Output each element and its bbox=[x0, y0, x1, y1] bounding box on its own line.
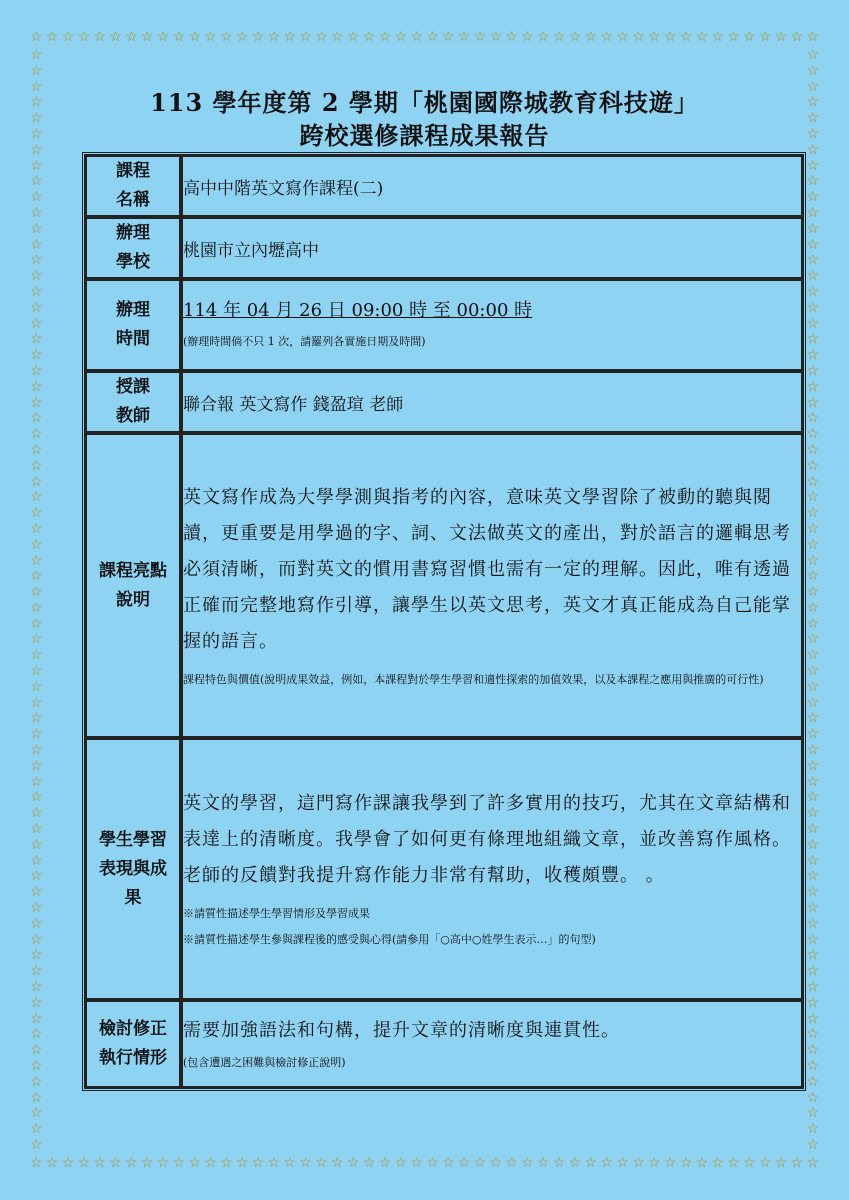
star-icon: ☆ bbox=[552, 1155, 566, 1171]
star-icon: ☆ bbox=[30, 78, 43, 95]
star-icon: ☆ bbox=[30, 299, 43, 316]
row-school bbox=[85, 217, 803, 279]
review-text: 需要加強語法和句構，提升文章的清晰度與連貫性。 bbox=[183, 1020, 620, 1041]
star-icon: ☆ bbox=[30, 268, 43, 285]
star-icon: ☆ bbox=[30, 47, 43, 63]
star-icon: ☆ bbox=[188, 29, 201, 45]
star-icon: ☆ bbox=[30, 773, 43, 790]
star-border-right bbox=[806, 48, 819, 1152]
star-icon: ☆ bbox=[806, 805, 819, 822]
star-icon: ☆ bbox=[30, 694, 43, 711]
star-icon: ☆ bbox=[410, 1155, 423, 1171]
star-icon: ☆ bbox=[346, 1155, 360, 1171]
star-icon: ☆ bbox=[806, 931, 819, 948]
star-icon: ☆ bbox=[30, 963, 43, 980]
star-icon: ☆ bbox=[140, 29, 154, 45]
star-icon: ☆ bbox=[806, 299, 819, 316]
student-text: 英文的學習，這門寫作課讓我學到了許多實用的技巧，尤其在文章結構和表達上的清晰度。我學會了如何更有條理地組織文章，並改善寫作風格。老師的反饋對我提升寫作能力非常有幫助，收穫頗豐。 。 bbox=[183, 793, 791, 886]
star-icon: ☆ bbox=[806, 852, 819, 869]
star-icon: ☆ bbox=[806, 631, 819, 648]
star-icon: ☆ bbox=[806, 394, 819, 411]
star-icon: ☆ bbox=[806, 331, 819, 348]
star-icon: ☆ bbox=[806, 110, 819, 127]
star-icon: ☆ bbox=[806, 994, 819, 1011]
star-icon: ☆ bbox=[806, 678, 819, 695]
star-icon: ☆ bbox=[283, 29, 297, 45]
star-icon: ☆ bbox=[30, 947, 43, 964]
star-icon: ☆ bbox=[806, 1155, 819, 1171]
star-icon: ☆ bbox=[806, 125, 819, 142]
star-icon: ☆ bbox=[806, 1121, 819, 1138]
star-icon: ☆ bbox=[521, 1155, 534, 1171]
star-icon: ☆ bbox=[30, 520, 43, 537]
label-highlight-b: 說明 bbox=[116, 589, 150, 610]
row-highlight bbox=[85, 433, 803, 738]
star-icon: ☆ bbox=[806, 315, 819, 332]
star-icon: ☆ bbox=[30, 615, 43, 632]
star-icon: ☆ bbox=[30, 663, 43, 680]
star-icon: ☆ bbox=[30, 236, 43, 253]
label-highlight-a: 課程亮點 bbox=[99, 560, 167, 581]
label-time-a: 辦理 bbox=[116, 300, 150, 320]
school-text: 桃園市立內壢高中 bbox=[183, 240, 319, 261]
star-icon: ☆ bbox=[30, 457, 43, 474]
star-icon: ☆ bbox=[30, 884, 43, 901]
star-icon: ☆ bbox=[806, 410, 819, 427]
star-icon: ☆ bbox=[774, 1155, 788, 1171]
star-icon: ☆ bbox=[109, 29, 122, 45]
star-icon: ☆ bbox=[584, 29, 598, 45]
highlight-note: 課程特色與價值(說明成果效益，例如，本課程對於學生學習和適性探索的加值效果，以及本課程之應用與推廣的可行性) bbox=[183, 672, 764, 686]
label-review bbox=[85, 1000, 181, 1088]
star-icon: ☆ bbox=[30, 220, 43, 237]
star-icon: ☆ bbox=[806, 520, 819, 537]
time-note: (辦理時間倘不只 1 次，請羅列各實施日期及時間) bbox=[183, 335, 426, 348]
star-icon: ☆ bbox=[489, 1155, 503, 1171]
star-icon: ☆ bbox=[695, 1155, 708, 1171]
label-teacher bbox=[85, 371, 181, 433]
star-icon: ☆ bbox=[806, 47, 819, 63]
star-icon: ☆ bbox=[30, 1058, 43, 1074]
star-icon: ☆ bbox=[806, 268, 819, 285]
star-icon: ☆ bbox=[663, 29, 677, 45]
star-icon: ☆ bbox=[806, 29, 819, 45]
star-icon: ☆ bbox=[742, 1155, 756, 1171]
star-icon: ☆ bbox=[806, 710, 819, 727]
label-time bbox=[85, 279, 181, 371]
star-icon: ☆ bbox=[77, 29, 91, 45]
title-line-1: 113 學年度第 2 學期「桃園國際城教育科技遊」 bbox=[150, 88, 699, 117]
star-icon: ☆ bbox=[806, 94, 819, 111]
star-icon: ☆ bbox=[30, 568, 43, 585]
star-icon: ☆ bbox=[806, 599, 819, 616]
star-icon: ☆ bbox=[30, 505, 43, 522]
report-table bbox=[82, 152, 806, 1091]
star-icon: ☆ bbox=[647, 29, 661, 45]
row-teacher bbox=[85, 371, 803, 433]
star-icon: ☆ bbox=[331, 1155, 344, 1171]
star-icon: ☆ bbox=[331, 29, 344, 45]
star-icon: ☆ bbox=[30, 1121, 43, 1138]
star-icon: ☆ bbox=[806, 773, 819, 790]
star-icon: ☆ bbox=[93, 29, 106, 45]
star-icon: ☆ bbox=[806, 584, 819, 601]
label-student bbox=[85, 738, 181, 1000]
star-icon: ☆ bbox=[806, 157, 819, 174]
teacher-text: 聯合報 英文寫作 錢盈瑄 老師 bbox=[183, 394, 404, 415]
star-icon: ☆ bbox=[188, 1155, 201, 1171]
label-teacher-a: 授課 bbox=[116, 377, 150, 397]
star-icon: ☆ bbox=[394, 29, 407, 45]
star-icon: ☆ bbox=[346, 29, 360, 45]
star-icon: ☆ bbox=[616, 1155, 629, 1171]
star-icon: ☆ bbox=[30, 868, 43, 885]
star-icon: ☆ bbox=[30, 536, 43, 553]
label-course-name-a: 課程 bbox=[116, 161, 150, 181]
star-icon: ☆ bbox=[806, 204, 819, 221]
star-icon: ☆ bbox=[505, 1155, 518, 1171]
star-icon: ☆ bbox=[315, 1155, 328, 1171]
star-icon: ☆ bbox=[30, 347, 43, 364]
star-icon: ☆ bbox=[283, 1155, 297, 1171]
star-icon: ☆ bbox=[806, 915, 819, 932]
star-icon: ☆ bbox=[30, 742, 43, 759]
star-icon: ☆ bbox=[663, 1155, 677, 1171]
star-icon: ☆ bbox=[30, 125, 43, 142]
star-border-bottom bbox=[30, 1156, 819, 1170]
star-icon: ☆ bbox=[109, 1155, 122, 1171]
star-icon: ☆ bbox=[93, 1155, 106, 1171]
star-icon: ☆ bbox=[679, 1155, 693, 1171]
star-border-left bbox=[30, 48, 43, 1152]
star-icon: ☆ bbox=[457, 1155, 471, 1171]
star-icon: ☆ bbox=[30, 710, 43, 727]
star-icon: ☆ bbox=[806, 979, 819, 996]
star-icon: ☆ bbox=[806, 647, 819, 664]
star-icon: ☆ bbox=[394, 1155, 407, 1171]
star-icon: ☆ bbox=[30, 362, 43, 379]
star-icon: ☆ bbox=[30, 94, 43, 111]
star-icon: ☆ bbox=[204, 29, 217, 45]
star-icon: ☆ bbox=[806, 536, 819, 553]
label-review-b: 執行情形 bbox=[99, 1048, 167, 1068]
label-school bbox=[85, 217, 181, 279]
star-icon: ☆ bbox=[537, 29, 550, 45]
student-note-2: ※請質性描述學生參與課程後的感受與心得(請參用「○高中○姓學生表示…」的句型) bbox=[183, 933, 596, 946]
star-icon: ☆ bbox=[220, 29, 233, 45]
star-icon: ☆ bbox=[616, 29, 629, 45]
star-icon: ☆ bbox=[30, 852, 43, 869]
star-icon: ☆ bbox=[426, 1155, 439, 1171]
star-icon: ☆ bbox=[30, 252, 43, 269]
star-icon: ☆ bbox=[806, 441, 819, 458]
star-icon: ☆ bbox=[30, 836, 43, 853]
star-icon: ☆ bbox=[30, 473, 43, 490]
star-icon: ☆ bbox=[30, 378, 43, 395]
star-icon: ☆ bbox=[30, 726, 43, 743]
star-icon: ☆ bbox=[790, 29, 804, 45]
star-icon: ☆ bbox=[30, 173, 43, 190]
star-icon: ☆ bbox=[61, 1155, 75, 1171]
row-time bbox=[85, 279, 803, 371]
title-line-2: 跨校選修課程成果報告 bbox=[299, 121, 550, 150]
star-icon: ☆ bbox=[806, 836, 819, 853]
star-icon: ☆ bbox=[30, 394, 43, 411]
label-time-b: 時間 bbox=[116, 329, 150, 349]
star-icon: ☆ bbox=[758, 29, 772, 45]
star-icon: ☆ bbox=[457, 29, 471, 45]
star-icon: ☆ bbox=[267, 29, 281, 45]
star-icon: ☆ bbox=[30, 931, 43, 948]
star-icon: ☆ bbox=[441, 29, 455, 45]
star-icon: ☆ bbox=[30, 979, 43, 996]
star-icon: ☆ bbox=[267, 1155, 281, 1171]
star-icon: ☆ bbox=[806, 1073, 819, 1090]
star-icon: ☆ bbox=[806, 757, 819, 774]
star-icon: ☆ bbox=[30, 157, 43, 174]
star-icon: ☆ bbox=[30, 489, 43, 506]
star-icon: ☆ bbox=[806, 884, 819, 901]
star-icon: ☆ bbox=[758, 1155, 772, 1171]
star-icon: ☆ bbox=[568, 29, 582, 45]
star-icon: ☆ bbox=[505, 29, 518, 45]
report-title bbox=[0, 86, 849, 152]
value-time bbox=[181, 279, 803, 371]
star-icon: ☆ bbox=[156, 29, 170, 45]
star-icon: ☆ bbox=[362, 29, 376, 45]
label-school-a: 辦理 bbox=[116, 223, 150, 243]
star-icon: ☆ bbox=[711, 1155, 724, 1171]
star-icon: ☆ bbox=[806, 489, 819, 506]
star-icon: ☆ bbox=[30, 204, 43, 221]
star-icon: ☆ bbox=[806, 726, 819, 743]
star-icon: ☆ bbox=[473, 29, 487, 45]
star-icon: ☆ bbox=[30, 441, 43, 458]
star-icon: ☆ bbox=[806, 1042, 819, 1059]
star-icon: ☆ bbox=[806, 173, 819, 190]
star-icon: ☆ bbox=[30, 1026, 43, 1043]
star-icon: ☆ bbox=[552, 29, 566, 45]
star-icon: ☆ bbox=[30, 805, 43, 822]
star-border-top bbox=[30, 30, 819, 44]
star-icon: ☆ bbox=[30, 994, 43, 1011]
star-icon: ☆ bbox=[806, 615, 819, 632]
star-icon: ☆ bbox=[30, 915, 43, 932]
label-school-b: 學校 bbox=[116, 252, 150, 272]
star-icon: ☆ bbox=[220, 1155, 233, 1171]
star-icon: ☆ bbox=[600, 29, 613, 45]
star-icon: ☆ bbox=[45, 1155, 59, 1171]
star-icon: ☆ bbox=[30, 552, 43, 569]
star-icon: ☆ bbox=[299, 29, 312, 45]
star-icon: ☆ bbox=[299, 1155, 312, 1171]
star-icon: ☆ bbox=[30, 1073, 43, 1090]
star-icon: ☆ bbox=[315, 29, 328, 45]
star-icon: ☆ bbox=[251, 29, 265, 45]
star-icon: ☆ bbox=[30, 1105, 43, 1122]
star-icon: ☆ bbox=[489, 29, 503, 45]
star-icon: ☆ bbox=[61, 29, 75, 45]
row-student bbox=[85, 738, 803, 1000]
star-icon: ☆ bbox=[806, 694, 819, 711]
label-student-b: 表現與成 bbox=[99, 858, 167, 879]
star-icon: ☆ bbox=[235, 29, 249, 45]
star-icon: ☆ bbox=[30, 1155, 43, 1171]
star-icon: ☆ bbox=[156, 1155, 170, 1171]
label-student-a: 學生學習 bbox=[99, 829, 167, 850]
star-icon: ☆ bbox=[30, 110, 43, 127]
star-icon: ☆ bbox=[172, 1155, 186, 1171]
star-icon: ☆ bbox=[806, 252, 819, 269]
star-icon: ☆ bbox=[806, 1136, 819, 1153]
star-icon: ☆ bbox=[806, 1010, 819, 1027]
star-icon: ☆ bbox=[30, 315, 43, 332]
star-icon: ☆ bbox=[806, 821, 819, 838]
star-icon: ☆ bbox=[537, 1155, 550, 1171]
star-icon: ☆ bbox=[521, 29, 534, 45]
star-icon: ☆ bbox=[30, 331, 43, 348]
star-icon: ☆ bbox=[806, 663, 819, 680]
label-review-a: 檢討修正 bbox=[99, 1019, 167, 1039]
star-icon: ☆ bbox=[806, 78, 819, 95]
star-icon: ☆ bbox=[806, 963, 819, 980]
star-icon: ☆ bbox=[30, 757, 43, 774]
star-icon: ☆ bbox=[30, 599, 43, 616]
star-icon: ☆ bbox=[806, 868, 819, 885]
star-icon: ☆ bbox=[30, 821, 43, 838]
course-name-text: 高中中階英文寫作課程(二) bbox=[183, 178, 384, 199]
star-icon: ☆ bbox=[30, 789, 43, 806]
star-icon: ☆ bbox=[125, 1155, 138, 1171]
label-course-name-b: 名稱 bbox=[116, 190, 150, 210]
star-icon: ☆ bbox=[806, 62, 819, 79]
star-icon: ☆ bbox=[30, 900, 43, 917]
star-icon: ☆ bbox=[30, 1010, 43, 1027]
row-review bbox=[85, 1000, 803, 1088]
star-icon: ☆ bbox=[727, 1155, 740, 1171]
star-icon: ☆ bbox=[711, 29, 724, 45]
star-icon: ☆ bbox=[125, 29, 138, 45]
star-icon: ☆ bbox=[45, 29, 59, 45]
star-icon: ☆ bbox=[30, 62, 43, 79]
highlight-text: 英文寫作成為大學學測與指考的內容，意味英文學習除了被動的聽與閱讀，更重要是用學過的字、詞、文法做英文的產出，對於語言的邏輯思考必須清晰，而對英文的慣用書寫習慣也需有一定的理解。因此，唯有透過正確而完整地寫作引導，讓學生以英文思考，英文才真正能成為自己能掌握的語言。 bbox=[183, 486, 791, 652]
star-icon: ☆ bbox=[568, 1155, 582, 1171]
star-icon: ☆ bbox=[806, 789, 819, 806]
star-icon: ☆ bbox=[806, 283, 819, 300]
star-icon: ☆ bbox=[727, 29, 740, 45]
label-course-name bbox=[85, 155, 181, 217]
star-icon: ☆ bbox=[30, 1042, 43, 1059]
value-review bbox=[181, 1000, 803, 1088]
value-teacher bbox=[181, 371, 803, 433]
row-course-name bbox=[85, 155, 803, 217]
star-icon: ☆ bbox=[806, 473, 819, 490]
star-icon: ☆ bbox=[77, 1155, 91, 1171]
value-course-name bbox=[181, 155, 803, 217]
label-highlight bbox=[85, 433, 181, 738]
star-icon: ☆ bbox=[806, 742, 819, 759]
star-icon: ☆ bbox=[30, 584, 43, 601]
star-icon: ☆ bbox=[378, 29, 392, 45]
star-icon: ☆ bbox=[632, 29, 645, 45]
student-note-1: ※請質性描述學生學習情形及學習成果 bbox=[183, 907, 370, 920]
star-icon: ☆ bbox=[30, 283, 43, 300]
star-icon: ☆ bbox=[172, 29, 186, 45]
star-icon: ☆ bbox=[806, 141, 819, 158]
star-icon: ☆ bbox=[30, 29, 43, 45]
star-icon: ☆ bbox=[806, 426, 819, 443]
star-icon: ☆ bbox=[790, 1155, 804, 1171]
star-icon: ☆ bbox=[695, 29, 708, 45]
star-icon: ☆ bbox=[806, 568, 819, 585]
star-icon: ☆ bbox=[806, 900, 819, 917]
star-icon: ☆ bbox=[441, 1155, 455, 1171]
star-icon: ☆ bbox=[204, 1155, 217, 1171]
star-icon: ☆ bbox=[806, 457, 819, 474]
star-icon: ☆ bbox=[140, 1155, 154, 1171]
star-icon: ☆ bbox=[362, 1155, 376, 1171]
star-icon: ☆ bbox=[30, 678, 43, 695]
star-icon: ☆ bbox=[647, 1155, 661, 1171]
star-icon: ☆ bbox=[251, 1155, 265, 1171]
star-icon: ☆ bbox=[410, 29, 423, 45]
star-icon: ☆ bbox=[806, 1105, 819, 1122]
star-icon: ☆ bbox=[426, 29, 439, 45]
star-icon: ☆ bbox=[30, 426, 43, 443]
star-icon: ☆ bbox=[806, 378, 819, 395]
star-icon: ☆ bbox=[30, 1136, 43, 1153]
star-icon: ☆ bbox=[30, 631, 43, 648]
star-icon: ☆ bbox=[806, 947, 819, 964]
star-icon: ☆ bbox=[806, 220, 819, 237]
star-icon: ☆ bbox=[30, 141, 43, 158]
star-icon: ☆ bbox=[774, 29, 788, 45]
star-icon: ☆ bbox=[600, 1155, 613, 1171]
star-icon: ☆ bbox=[378, 1155, 392, 1171]
star-icon: ☆ bbox=[806, 347, 819, 364]
star-icon: ☆ bbox=[30, 189, 43, 206]
value-highlight bbox=[181, 433, 803, 738]
star-icon: ☆ bbox=[806, 1026, 819, 1043]
star-icon: ☆ bbox=[806, 505, 819, 522]
value-school bbox=[181, 217, 803, 279]
star-icon: ☆ bbox=[806, 1089, 819, 1106]
time-text: 114 年 04 月 26 日 09:00 時 至 00:00 時 bbox=[183, 300, 533, 321]
star-icon: ☆ bbox=[584, 1155, 598, 1171]
star-icon: ☆ bbox=[806, 189, 819, 206]
star-icon: ☆ bbox=[806, 362, 819, 379]
star-icon: ☆ bbox=[806, 552, 819, 569]
value-student bbox=[181, 738, 803, 1000]
star-icon: ☆ bbox=[30, 647, 43, 664]
label-teacher-b: 教師 bbox=[116, 406, 150, 426]
star-icon: ☆ bbox=[806, 1058, 819, 1074]
star-icon: ☆ bbox=[30, 410, 43, 427]
review-note: (包含遭遇之困難與檢討修正說明) bbox=[183, 1056, 346, 1069]
star-icon: ☆ bbox=[632, 1155, 645, 1171]
star-icon: ☆ bbox=[742, 29, 756, 45]
star-icon: ☆ bbox=[806, 236, 819, 253]
star-icon: ☆ bbox=[473, 1155, 487, 1171]
star-icon: ☆ bbox=[30, 1089, 43, 1106]
star-icon: ☆ bbox=[235, 1155, 249, 1171]
star-icon: ☆ bbox=[679, 29, 693, 45]
label-student-c: 果 bbox=[124, 887, 142, 908]
